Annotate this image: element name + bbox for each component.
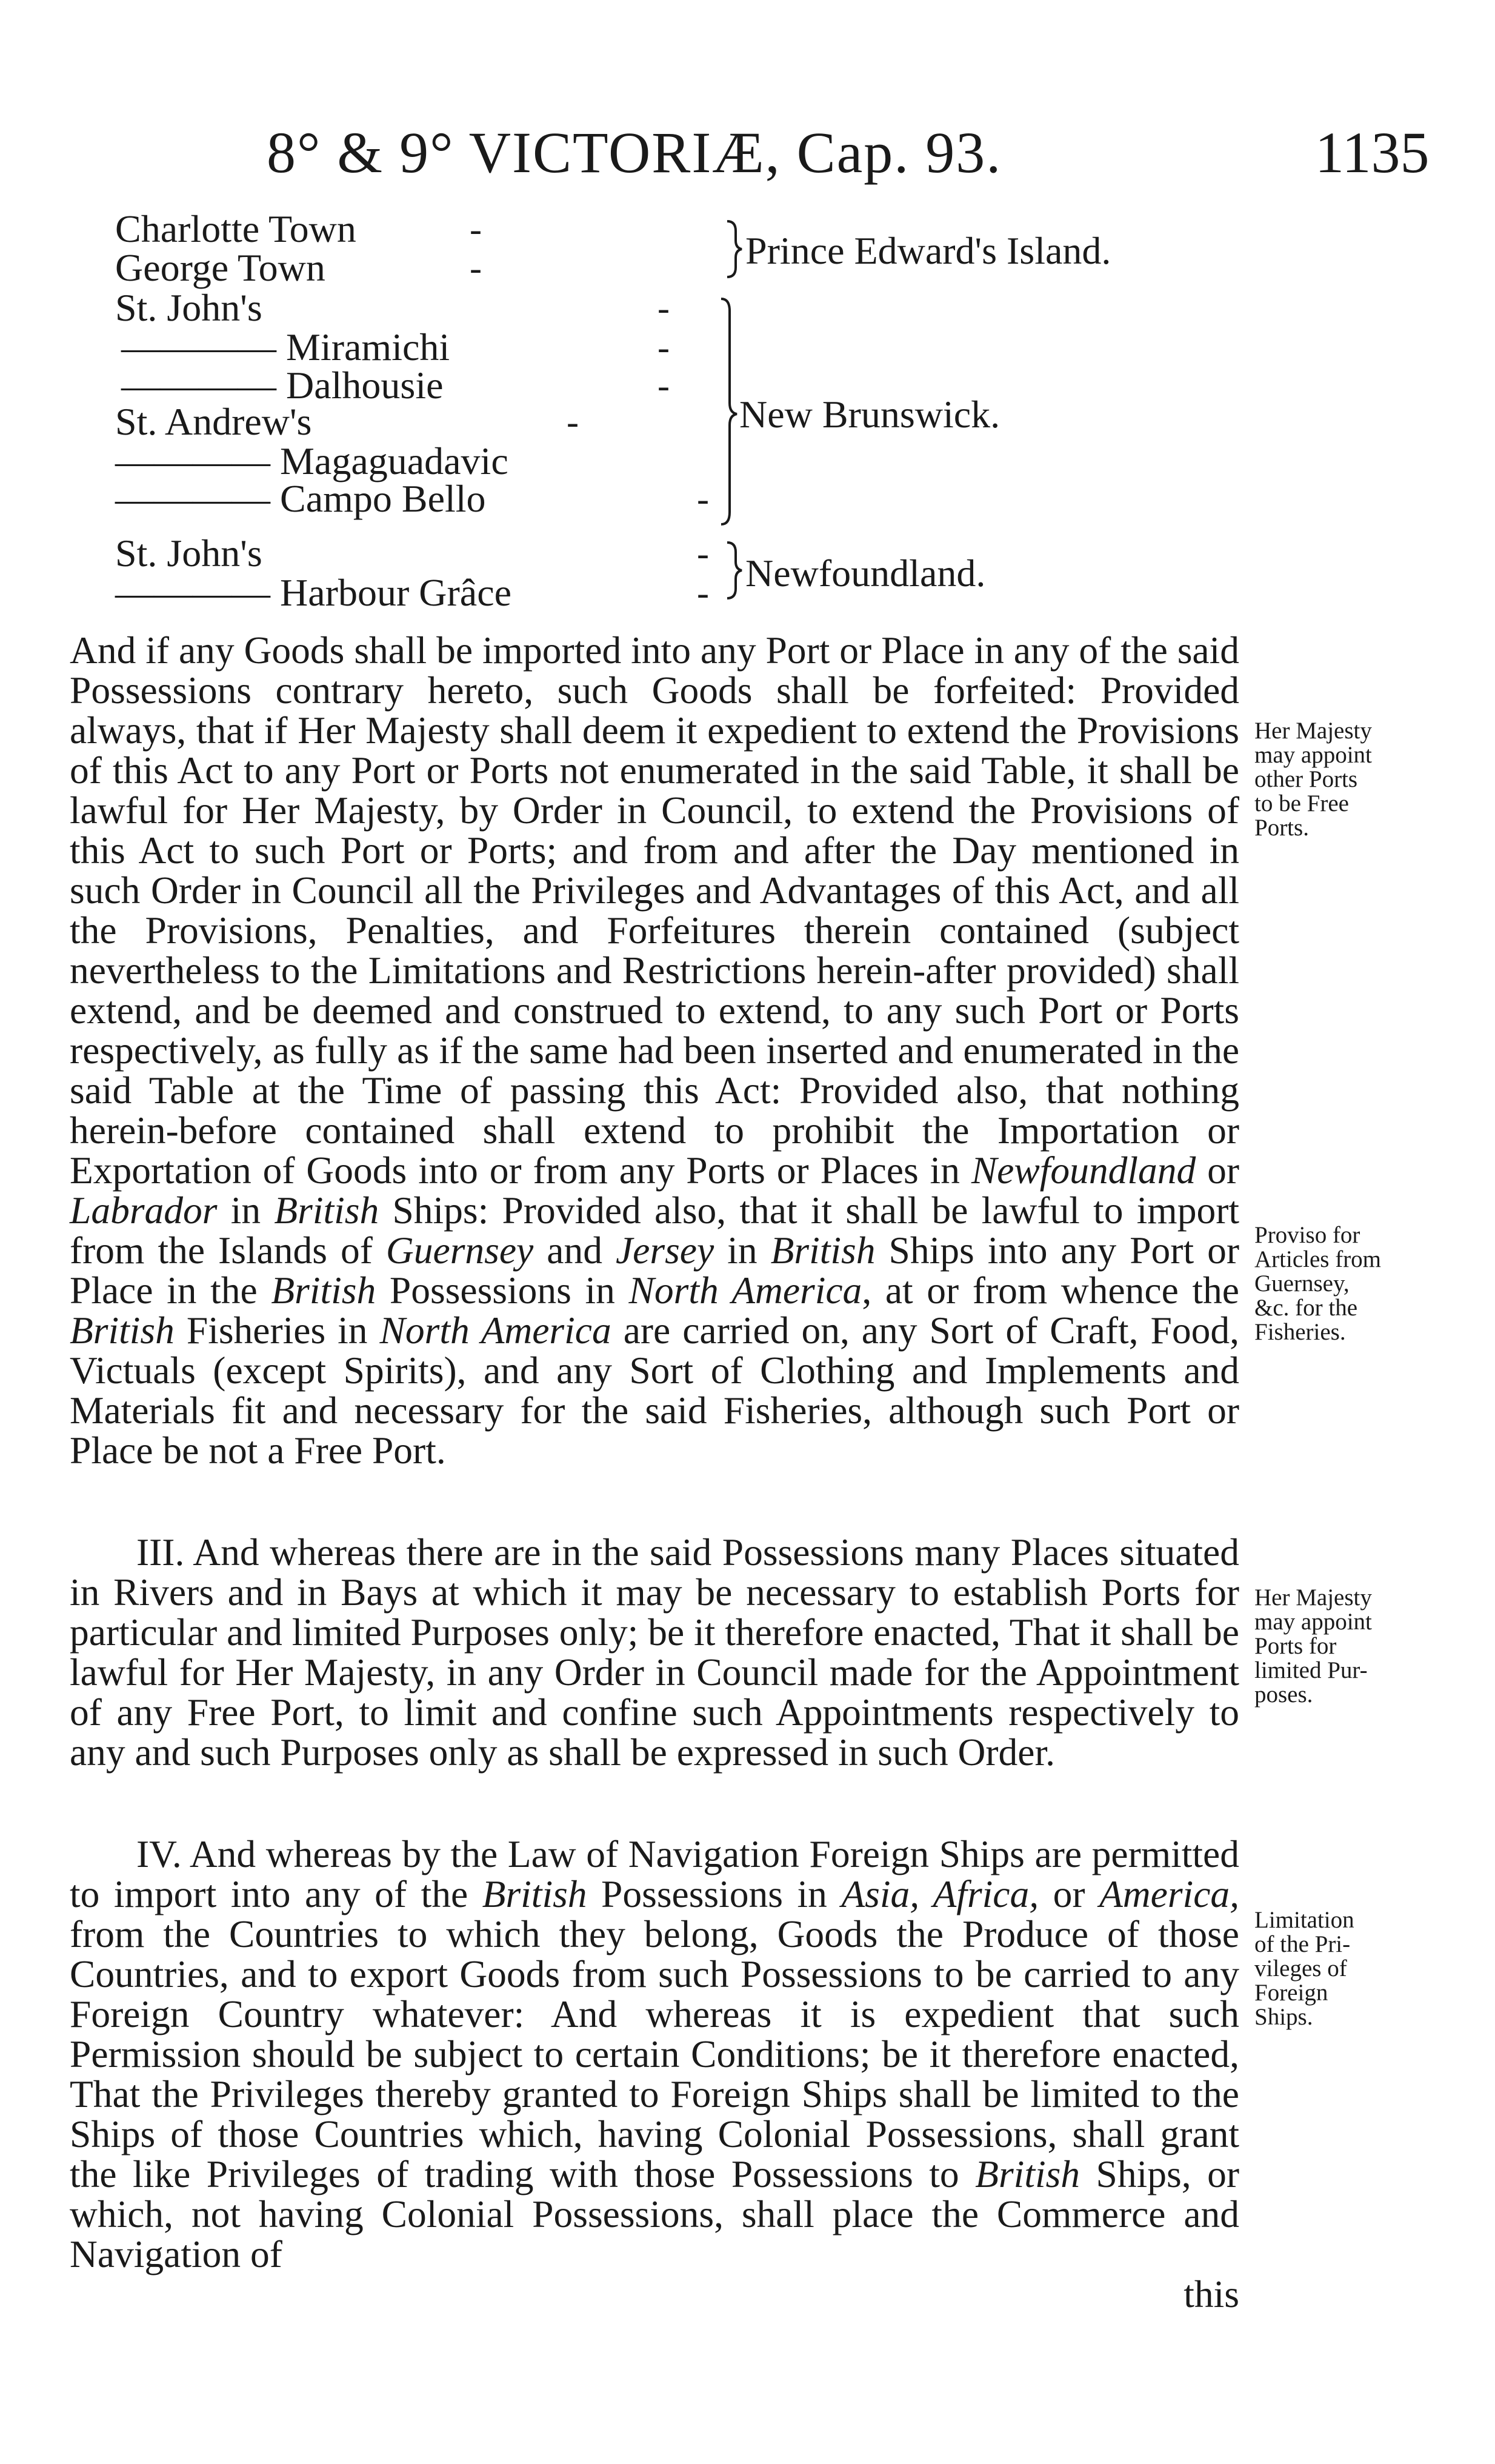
region-prince-edward: Prince Edward's Island. (745, 229, 1111, 272)
page-number: 1135 (1315, 120, 1430, 185)
table-dash: - (658, 366, 670, 406)
table-dash: - (470, 248, 482, 288)
margin-note-free-ports: Her Majesty may appoint other Ports to be Free Ports. (1254, 718, 1372, 841)
table-row: ———— Miramichi (121, 326, 450, 369)
page-title: 8° & 9° VICTORIÆ, Cap. 93. (267, 120, 1002, 185)
table-dash: - (658, 288, 670, 328)
paragraph-provisions: And if any Goods shall be imported into any Port or Place in any of the said Possessions contrary hereto, such Goods shall be forfeited: Provided always, that if Her Majesty shall deem it expedient to extend the Provisions of this Act to any Port or Ports not enumerated in the said Table, it shall be lawful for Her Majesty, by Order in Council, to extend the Provisions of this Act to such Port or Ports; and from and after the Day mentioned in such Order in Council all the Privileges and Advantages of this Act, and all the Provisions, Penalties, and Forfeitures therein contained (subject nevertheless to the Limitations and Restrictions herein-after provided) shall extend, and be deemed and construed to extend, to any such Port or Ports respectively, as fully as if the same had been inserted and enumerated in the said Table at the Time of passing this Act: Provided also, that nothing herein-before contained shall extend to prohibit the Importation or Exportation of Goods into or from any Ports or Places in Newfoundland or Labrador in British Ships: Provided also, that it shall be lawful to import from the Islands of Guernsey and Jersey in British Ships into any Port or Place in the British Possessions in North America, at or from whence the British Fisheries in North America are carried on, any Sort of Craft, Food, Victuals (except Spirits), and any Sort of Clothing and Implements and Materials fit and necessary for the said Fisheries, although such Port or Place be not a Free Port. (70, 629, 1240, 1472)
paragraph-section-iv: IV. And whereas by the Law of Navigation Foreign Ships are permitted to import into any of the British Possessions in Asia, Africa, or America, from the Countries to which they belong, Goods the Produce of those Countries, and to export Goods from such Possessions to be carried to any Foreign Country whatever: And whereas it is expedient that such Permission should be subject to certain Conditions; be it therefore enacted, That the Privileges thereby granted to Foreign Ships shall be limited to the Ships of those Countries which, having Colonial Possessions, shall grant the like Privileges of trading with those Possessions to British Ships, or which, not having Colonial Possessions, shall place the Commerce and Navigation of (70, 1832, 1240, 2275)
table-dash: - (697, 479, 709, 519)
ports-table (115, 209, 1267, 621)
paragraph-section-iii: III. And whereas there are in the said Possessions many Places situated in Rivers and in Bays at which it may be necessary to establish Ports for particular and limited Purposes only; be it therefore enacted, That it shall be lawful for Her Majesty, in any Order in Council made for the Appointment of any Free Port, to limit and confine such Appointments respectively to any and such Purposes only as shall be expressed in such Order. (70, 1531, 1239, 1774)
region-new-brunswick: New Brunswick. (739, 393, 1001, 436)
brace-pei (727, 221, 742, 277)
table-row: George Town (115, 246, 325, 289)
table-row: ———— Campo Bello (115, 477, 486, 520)
margin-note-foreign-ships: Limitation of the Pri- vileges of Foreign Ships. (1254, 1907, 1354, 2030)
brace-nf (727, 543, 742, 598)
table-dash: - (697, 533, 709, 573)
catchword: this (1184, 2272, 1239, 2315)
table-row: ———— Dalhousie (121, 364, 444, 407)
margin-note-limited-ports: Her Majesty may appoint Ports for limited Pur- poses. (1254, 1584, 1372, 1708)
table-row: St. Andrew's (115, 400, 312, 443)
margin-note-proviso: Proviso for Articles from Guernsey, &c. for the Fisheries. (1254, 1222, 1382, 1345)
table-row: St. John's (115, 286, 262, 329)
table-row: St. John's (115, 532, 262, 575)
table-row: ———— Magaguadavic (115, 439, 508, 482)
main-text (70, 630, 1239, 2314)
running-header (0, 119, 1495, 185)
table-dash: - (567, 402, 579, 442)
region-newfoundland: Newfoundland. (745, 552, 986, 595)
brace-nb (721, 299, 737, 524)
table-row: Charlotte Town (115, 207, 356, 250)
table-dash: - (658, 327, 670, 367)
table-row: ———— Harbour Grâce (115, 571, 511, 614)
table-dash: - (470, 209, 482, 249)
table-dash: - (697, 573, 709, 613)
